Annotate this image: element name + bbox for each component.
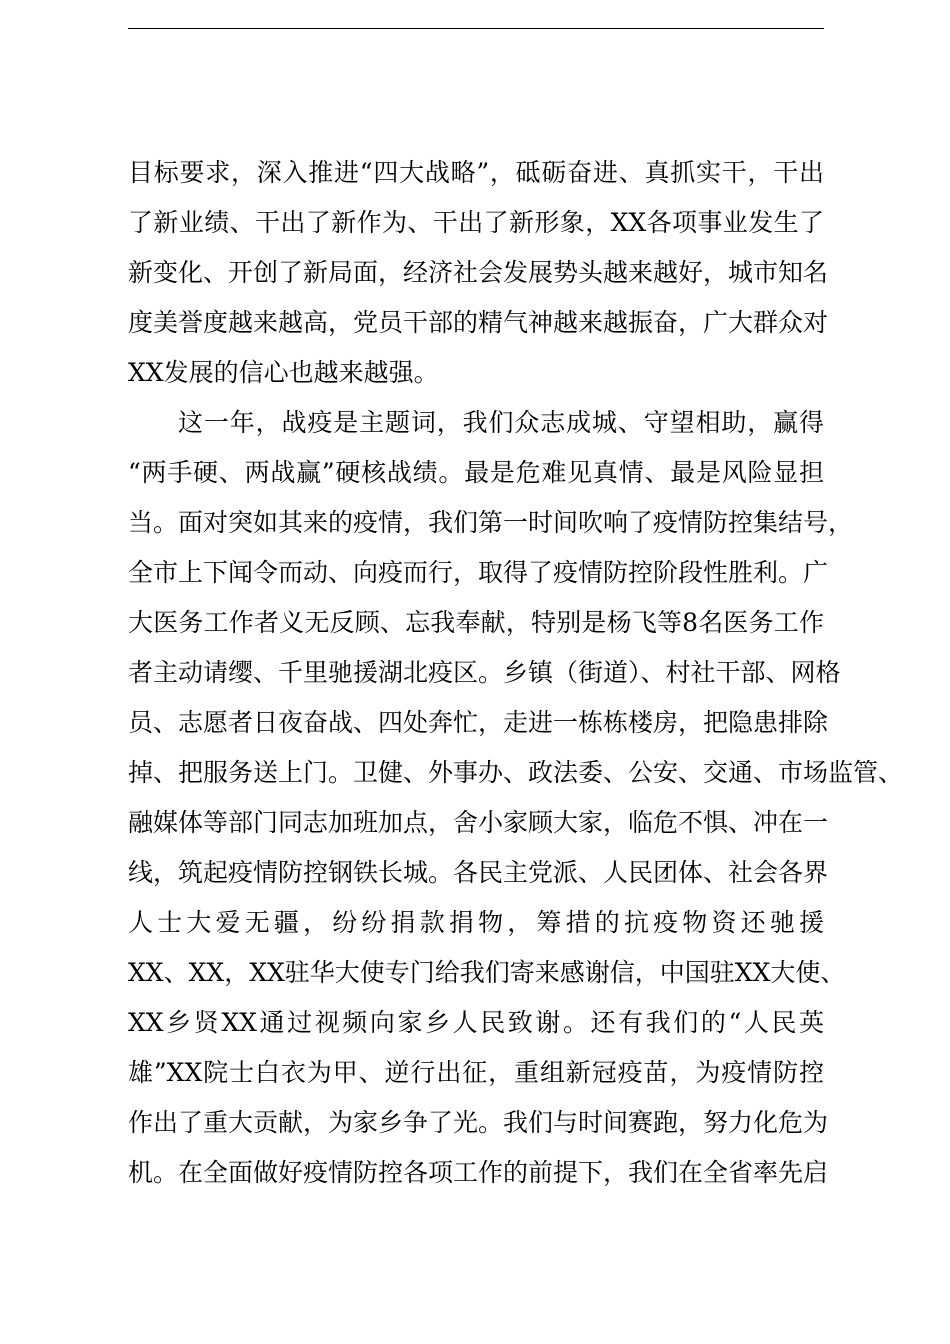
text-line: 者主动请缨、千里驰援湖北疫区。乡镇（街道）、村社干部、网格 <box>128 658 841 687</box>
text-line: 机。在全面做好疫情防控各项工作的前提下，我们在全省率先启 <box>128 1158 829 1187</box>
text-line: 大医务工作者义无反顾、忘我奉献，特别是杨飞等8名医务工作 <box>128 608 824 637</box>
text-line: 这一年，战疫是主题词，我们众志成城、守望相助，赢得 <box>178 408 824 437</box>
text-line: 融媒体等部门同志加班加点，舍小家顾大家，临危不惧、冲在一 <box>128 808 829 837</box>
header-rule <box>128 28 824 29</box>
text-line: 了新业绩、干出了新作为、干出了新形象，XX各项事业发生了 <box>128 208 824 237</box>
text-line: 新变化、开创了新局面，经济社会发展势头越来越好，城市知名 <box>128 258 829 287</box>
text-line: 员、志愿者日夜奋战、四处奔忙，走进一栋栋楼房，把隐患排除 <box>128 708 829 737</box>
text-line: 全市上下闻令而动、向疫而行，取得了疫情防控阶段性胜利。广 <box>128 558 829 587</box>
text-line: 雄”XX院士白衣为甲、逆行出征，重组新冠疫苗，为疫情防控 <box>128 1058 824 1087</box>
text-line: XX乡贤XX通过视频向家乡人民致谢。还有我们的“人民英 <box>128 1008 824 1037</box>
text-line: 目标要求，深入推进“四大战略”，砥砺奋进、真抓实干，干出 <box>128 158 824 187</box>
text-line: “两手硬、两战赢”硬核战绩。最是危难见真情、最是风险显担 <box>128 458 824 487</box>
text-line: 作出了重大贡献，为家乡争了光。我们与时间赛跑，努力化危为 <box>128 1108 829 1137</box>
paragraph-1 <box>128 148 829 398</box>
text-line: 掉、把服务送上门。卫健、外事办、政法委、公安、交通、市场监管、 <box>128 758 904 787</box>
text-line: 线，筑起疫情防控钢铁长城。各民主党派、人民团体、社会各界 <box>128 858 829 887</box>
text-line: 度美誉度越来越高，党员干部的精气神越来越振奋，广大群众对 <box>128 308 829 337</box>
text-line: 当。面对突如其来的疫情，我们第一时间吹响了疫情防控集结号， <box>128 508 854 537</box>
paragraph-2 <box>128 398 904 1198</box>
text-line: 人士大爱无疆，纷纷捐款捐物，筹措的抗疫物资还驰援 <box>128 908 824 937</box>
text-line: XX、XX，XX驻华大使专门给我们寄来感谢信，中国驻XX大使、 <box>128 958 846 987</box>
text-line: XX发展的信心也越来越强。 <box>128 358 439 387</box>
